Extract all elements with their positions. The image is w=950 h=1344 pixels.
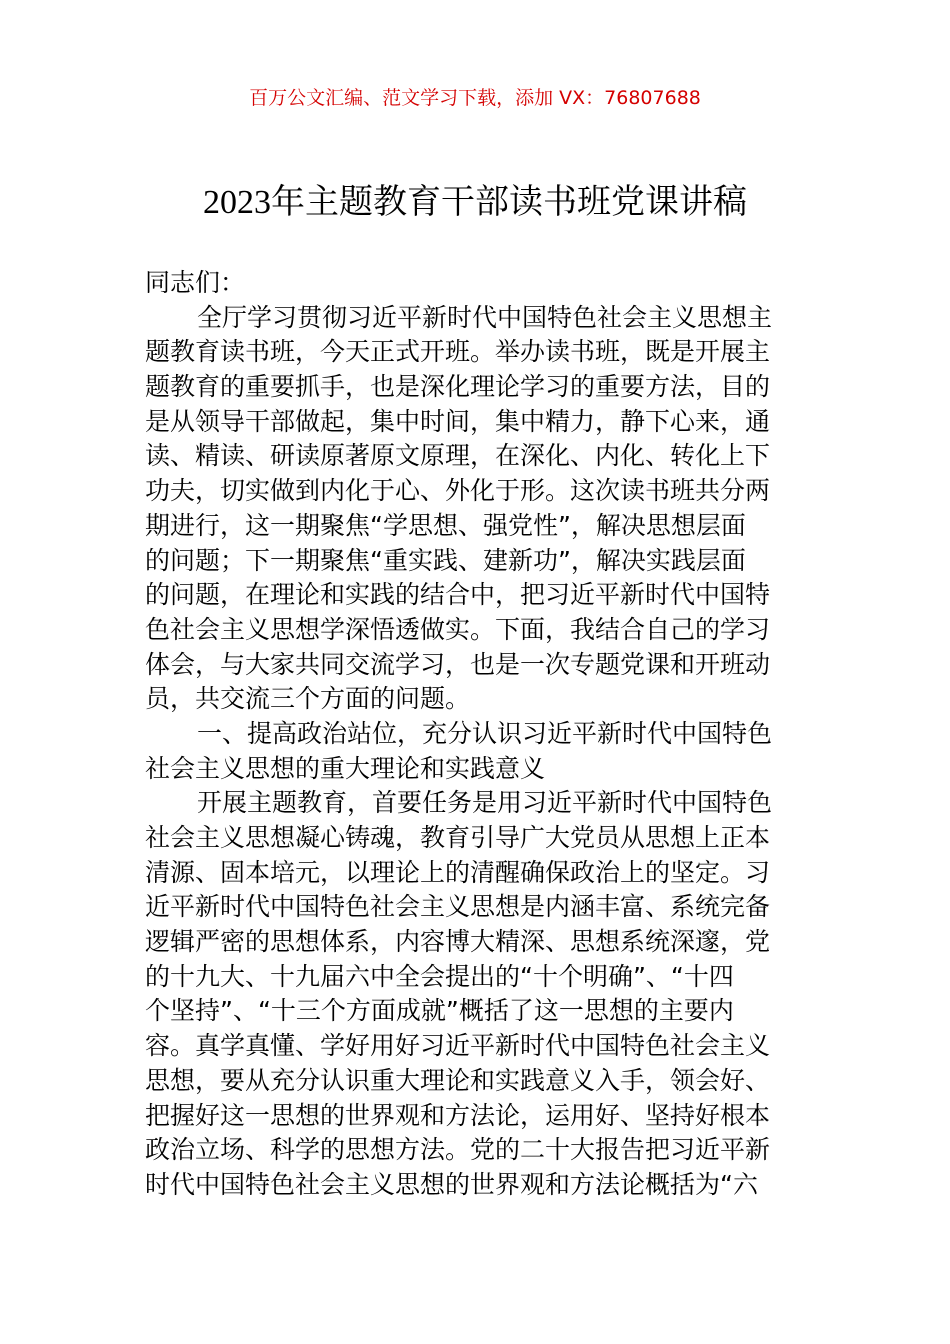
salutation: 同志们： [145, 268, 246, 297]
paragraph-line: 期进行，这一期聚焦“学思想、强党性”，解决思想层面 [145, 510, 746, 540]
paragraph-line: 功夫，切实做到内化于心、外化于形。这次读书班共分两 [145, 476, 771, 506]
paragraph-line: 题教育读书班，今天正式开班。举办读书班，既是开展主 [145, 337, 771, 367]
document-title [0, 180, 950, 225]
paragraph-line: 读、精读、研读原著原文原理，在深化、内化、转化上下 [145, 441, 771, 471]
header-watermark-note: 百万公文汇编、范文学习下载，添加 VX：76807688 [249, 87, 701, 109]
paragraph-line: 思想，要从充分认识重大理论和实践意义入手，领会好、 [145, 1065, 771, 1095]
paragraph-line: 时代中国特色社会主义思想的世界观和方法论概括为“六 [145, 1169, 758, 1199]
document-body [145, 266, 805, 1203]
section-heading-line: 一、提高政治站位，充分认识习近平新时代中国特色 [197, 718, 773, 748]
title-year: 2023 [203, 184, 271, 221]
paragraph-line: 清源、固本培元，以理论上的清醒确保政治上的坚定。习 [145, 857, 771, 887]
paragraph-line: 个坚持”、“十三个方面成就”概括了这一思想的主要内 [145, 996, 734, 1026]
paragraph-line: 的问题，在理论和实践的结合中，把习近平新时代中国特 [145, 580, 771, 610]
paragraph-line: 员，共交流三个方面的问题。 [145, 684, 471, 714]
paragraph-line: 政治立场、科学的思想方法。党的二十大报告把习近平新 [145, 1135, 771, 1165]
paragraph-line: 全厅学习贯彻习近平新时代中国特色社会主义思想主 [197, 302, 773, 332]
paragraph-line: 把握好这一思想的世界观和方法论，运用好、坚持好根本 [145, 1100, 771, 1130]
section-heading-line: 社会主义思想的重大理论和实践意义 [145, 753, 546, 783]
paragraph-line: 容。真学真懂、学好用好习近平新时代中国特色社会主义 [145, 1031, 771, 1061]
paragraph-line: 的问题；下一期聚焦“重实践、建新功”，解决实践层面 [145, 545, 746, 575]
paragraph-line: 是从领导干部做起，集中时间，集中精力，静下心来，通 [145, 406, 771, 436]
paragraph-line: 社会主义思想凝心铸魂，教育引导广大党员从思想上正本 [145, 823, 771, 852]
paragraph-line: 体会，与大家共同交流学习，也是一次专题党课和开班动 [145, 649, 771, 679]
paragraph-line: 题教育的重要抓手，也是深化理论学习的重要方法，目的 [145, 372, 771, 402]
paragraph-line: 开展主题教育，首要任务是用习近平新时代中国特色 [197, 788, 773, 818]
paragraph-line: 近平新时代中国特色社会主义思想是内涵丰富、系统完备 [145, 892, 771, 922]
paragraph-line: 逻辑严密的思想体系，内容博大精深、思想系统深邃，党 [145, 927, 771, 957]
paragraph-line: 的十九大、十九届六中全会提出的“十个明确”、“十四 [145, 961, 734, 991]
title-text: 年主题教育干部读书班党课讲稿 [271, 182, 747, 222]
paragraph-line: 色社会主义思想学深悟透做实。下面，我结合自己的学习 [145, 614, 771, 644]
